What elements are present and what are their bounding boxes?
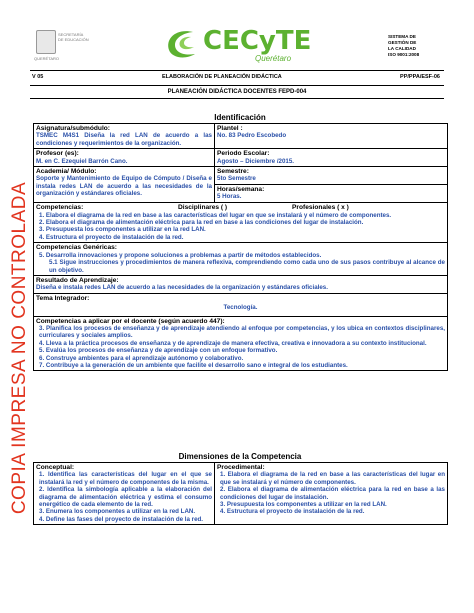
conceptual-item: 2. Identifica la simbología aplicable a la elaboración del diagrama de alimentación eléctrica y estima el consumo energético de cada elemento de la red. [39, 486, 212, 509]
competencias-label: Competencias: [36, 203, 84, 211]
cell-tema [34, 293, 448, 316]
document-version: V 05 [32, 74, 44, 80]
cell-horas [215, 184, 448, 202]
periodo-label: Periodo Escolar: [217, 150, 270, 158]
plantel-label: Plantel : [217, 125, 243, 132]
generica-subitem: 5.1 Sigue instrucciones y procedimientos de manera reflexiva, comprendiendo como cada uno de sus pasos contribuye al alcance de un objetivo. [49, 259, 445, 274]
government-line-2: DE EDUCACIÓN [58, 37, 89, 42]
cell-docente [34, 316, 448, 371]
government-seal-icon [36, 30, 56, 54]
competencias-list [36, 212, 445, 242]
docente-label: Competencias a aplicar por el docente (según acuerdo 447): [36, 317, 225, 325]
periodo-value: Agosto – Diciembre /2015. [217, 157, 295, 165]
docente-item: 5. Evalúa los procesos de enseñanza y de aprendizaje con un enfoque formativo. [39, 347, 278, 355]
brand-name: CECyTE [203, 26, 312, 56]
competencia-item: 1. Elabora el diagrama de la red en base a las características del lugar en que se instalará y el número de componentes. [39, 211, 392, 219]
cell-profesor [34, 149, 215, 167]
cell-plantel [215, 124, 448, 149]
competencia-item: 4. Estructura el proyecto de instalación de la red. [39, 233, 184, 241]
profesor-value: M. en C. Ezequiel Barrón Cano. [36, 157, 128, 165]
iso-line-2: GESTIÓN DE [388, 40, 417, 45]
genericas-list [36, 252, 445, 274]
document-code: PP/PPA/ESF-06 [400, 74, 440, 80]
row-academia [34, 167, 448, 185]
document-info-bar [30, 70, 444, 86]
government-name [58, 32, 108, 42]
cell-conceptual [34, 463, 215, 525]
tema-label: Tema Integrador: [36, 294, 90, 302]
genericas-label: Competencias Genéricas: [36, 244, 117, 252]
section-title-identificacion: Identificación [214, 113, 266, 122]
docente-list [36, 325, 445, 369]
academia-value: Soporte y Mantenimiento de Equipo de Cómputo / Diseña e instala redes LAN de acuerdo a las necesidades de la organización y estándares oficiales. [36, 175, 212, 198]
iso-line-3: LA CALIDAD [388, 46, 416, 51]
cecyte-swoosh-icon [163, 28, 199, 60]
cecyte-logo [163, 26, 323, 66]
row-dimensiones [34, 463, 448, 525]
horas-value: 5 Horas. [217, 193, 242, 201]
document-subtitle: PLANEACIÓN DIDÁCTICA DOCENTES FEPD-004 [30, 86, 444, 99]
plantel-value: No. 83 Pedro Escobedo [217, 132, 287, 140]
conceptual-list [36, 471, 212, 523]
watermark-text: COPIA IMPRESA NO CONTROLADA [9, 181, 30, 514]
competencia-item: 2. Elabora el diagrama de alimentación eléctrica para la red en base a las condiciones del lugar de instalación. [39, 219, 364, 227]
competencia-item: 3. Presupuesta los componentes a utilizar en la red LAN. [39, 226, 206, 234]
cell-periodo [215, 149, 448, 167]
competencias-header [36, 204, 445, 212]
row-resultado [34, 275, 448, 293]
row-asignatura [34, 124, 448, 149]
dimensiones-table [33, 462, 448, 525]
cell-asignatura [34, 124, 215, 149]
semestre-label: Semestre: [217, 168, 249, 176]
cell-academia [34, 167, 215, 203]
resultado-value: Diseña e instala redes LAN de acuerdo a las necesidades de la organización y estándares oficiales. [36, 284, 328, 292]
cell-semestre [215, 167, 448, 185]
semestre-value: 5to Semestre [217, 175, 256, 183]
government-line-1: SECRETARÍA [58, 32, 84, 37]
document-title: ELABORACIÓN DE PLANEACIÓN DIDÁCTICA [162, 74, 282, 80]
iso-line-1: SISTEMA DE [388, 34, 416, 39]
iso-line-4: ISO 9001:2008 [388, 52, 420, 57]
resultado-label: Resultado de Aprendizaje: [36, 276, 119, 284]
docente-item: 3. Planifica los procesos de enseñanza y de aprendizaje atendiendo al enfoque por competencias, y los ubica en contextos disciplinares, curriculares y sociales amplios. [39, 324, 445, 340]
conceptual-item: 4. Define las fases del proyecto de instalación de la red. [39, 515, 204, 523]
section-title-dimensiones: Dimensiones de la Competencia [178, 452, 302, 461]
procedimental-item: 1. Elabora el diagrama de la red en base a las características del lugar en que se instalará y el número de componentes. [220, 471, 445, 486]
document-header [30, 20, 444, 68]
tema-value: Tecnología. [223, 304, 258, 312]
procedimental-label: Procedimental: [217, 464, 265, 471]
asignatura-label: Asignatura/submódulo: [36, 125, 110, 132]
row-profesor [34, 149, 448, 167]
iso-certification [388, 34, 428, 58]
government-state: QUERÉTARO [34, 56, 60, 61]
docente-item: 6. Construye ambientes para el aprendizaje autónomo y colaborativo. [39, 354, 244, 362]
asignatura-value: TSMEC M4S1 Diseña la red LAN de acuerdo a las condiciones y requerimientos de la organización. [36, 132, 212, 147]
profesionales-label: Profesionales ( x ) [292, 203, 349, 211]
profesor-label: Profesor (es): [36, 150, 79, 158]
uncontrolled-copy-watermark [8, 135, 32, 560]
docente-item: 7. Contribuye a la generación de un ambiente que facilite el desarrollo sano e integral de los estudiantes. [39, 361, 348, 369]
procedimental-item: 4. Estructura el proyecto de instalación de la red. [220, 508, 365, 516]
docente-item: 4. Lleva a la práctica procesos de enseñanza y de aprendizaje de manera efectiva, creativa e innovadora a su contexto institucional. [39, 339, 427, 347]
identificacion-table [33, 123, 448, 371]
disciplinares-label: Disciplinares ( ) [178, 203, 228, 211]
academia-label: Academia/ Módulo: [36, 168, 97, 176]
generica-item: 5. Desarrolla innovaciones y propone soluciones a problemas a partir de métodos establecidos. [39, 251, 322, 259]
row-tema [34, 293, 448, 316]
procedimental-item: 2. Elabora el diagrama de alimentación eléctrica para la red en base a las condiciones del lugar de instalación. [220, 486, 445, 501]
row-competencias [34, 202, 448, 243]
row-docente [34, 316, 448, 371]
cell-procedimental [215, 463, 448, 525]
cell-resultado [34, 275, 448, 293]
conceptual-label: Conceptual: [36, 464, 75, 471]
procedimental-list [217, 471, 445, 515]
cell-competencias [34, 202, 448, 243]
procedimental-item: 3. Presupuesta los componentes a utilizar en la red LAN. [220, 501, 387, 509]
brand-city: Querétaro [255, 54, 292, 63]
row-genericas [34, 243, 448, 276]
horas-label: Horas/semana: [217, 185, 265, 193]
conceptual-item: 1. Identifica las características del lugar en el que se instalará la red y el número de componentes de la misma. [39, 471, 212, 486]
cell-genericas [34, 243, 448, 276]
conceptual-item: 3. Enumera los componentes a utilizar en la red LAN. [39, 508, 196, 516]
